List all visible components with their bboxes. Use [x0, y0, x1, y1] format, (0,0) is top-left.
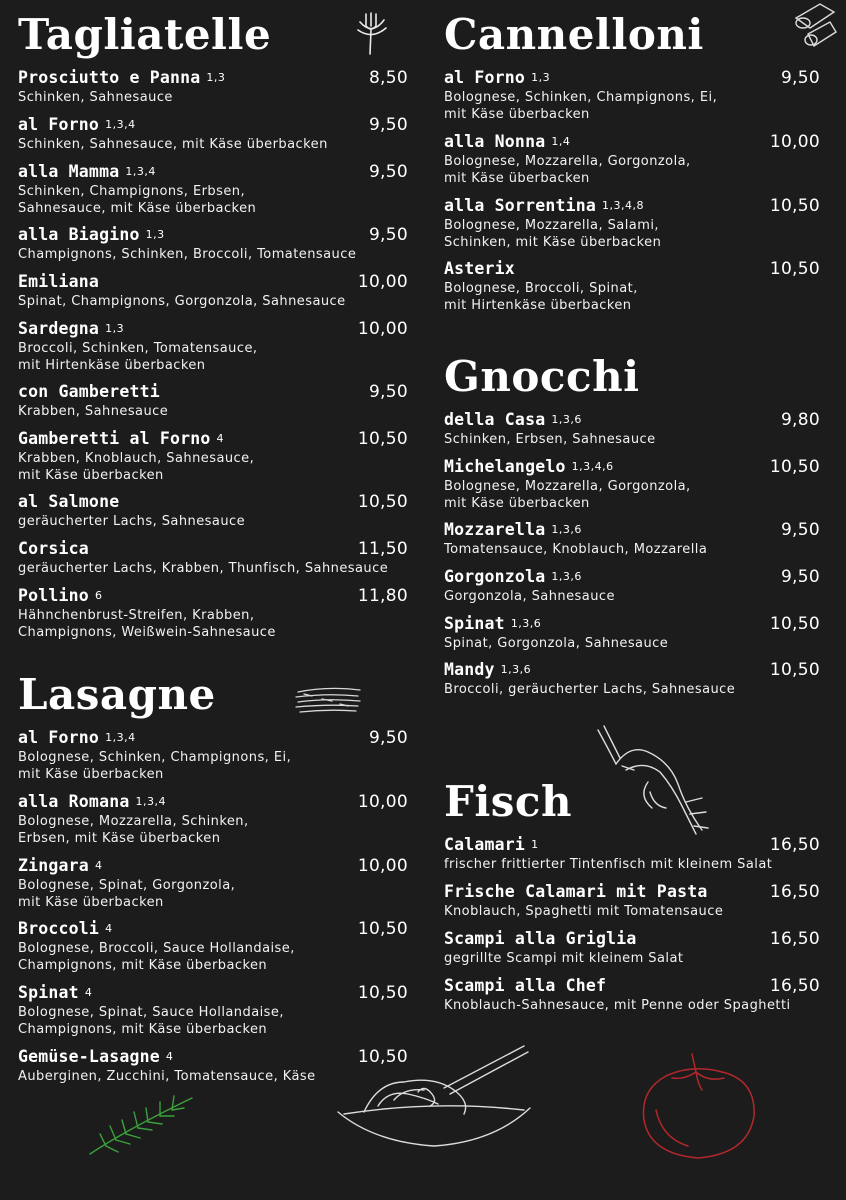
- menu-item-tagliatelle-pollino: [18, 585, 408, 641]
- allergen-codes: 1,3: [145, 228, 165, 241]
- dish-description: Bolognese, Mozzarella, Salami, Schinken, mit Käse überbacken: [444, 218, 662, 250]
- dish-name: Gamberetti al Forno: [18, 429, 211, 448]
- dish-name: Scampi alla Chef: [444, 976, 607, 995]
- menu-item-tagliatelle-prosciutto-e-panna: [18, 67, 408, 106]
- menu-item-header: [18, 491, 408, 513]
- dish-price: 9,50: [368, 115, 408, 135]
- dish-description: Auberginen, Zucchini, Tomatensauce, Käse: [18, 1069, 316, 1084]
- section-title-fisch: Fisch: [444, 777, 573, 826]
- dish-price: 10,50: [357, 983, 408, 1003]
- dish-name: al Salmone: [18, 492, 120, 511]
- menu-item-cannelloni-al-forno: [444, 67, 820, 123]
- dish-price: 11,50: [357, 539, 408, 559]
- dish-description: Bolognese, Schinken, Champignons, Ei, mit Käse überbacken: [444, 90, 718, 122]
- dish-description: Hähnchenbrust-Streifen, Krabben, Champignons, Weißwein-Sahnesauce: [18, 608, 276, 640]
- dish-price: 10,50: [769, 457, 820, 477]
- menu-item-lasagne-zingara: [18, 855, 408, 911]
- dish-name: Mandy: [444, 660, 495, 679]
- dish-description: Bolognese, Schinken, Champignons, Ei, mit Käse überbacken: [18, 750, 292, 782]
- dish-description: gegrillte Scampi mit kleinem Salat: [444, 951, 684, 966]
- dish-description: Tomatensauce, Knoblauch, Mozzarella: [444, 542, 708, 557]
- dish-price: 10,00: [357, 792, 408, 812]
- menu-item-gnocchi-mandy: [444, 659, 820, 698]
- menu-item-tagliatelle-alla-mamma: [18, 161, 408, 217]
- dish-price: 16,50: [769, 976, 820, 996]
- dish-description: Broccoli, geräucherter Lachs, Sahnesauce: [444, 682, 736, 697]
- dish-price: 9,50: [368, 225, 408, 245]
- menu-item-tagliatelle-emiliana: [18, 271, 408, 310]
- dish-description: Krabben, Knoblauch, Sahnesauce, mit Käse überbacken: [18, 451, 255, 483]
- dish-price: 9,50: [780, 567, 820, 587]
- menu-item-header: [444, 67, 820, 89]
- dish-name: al Forno: [18, 728, 100, 747]
- dish-price: 10,00: [357, 856, 408, 876]
- dish-description: Gorgonzola, Sahnesauce: [444, 589, 615, 604]
- allergen-codes: 4: [94, 859, 103, 872]
- dish-description: Spinat, Gorgonzola, Sahnesauce: [444, 636, 669, 651]
- dish-name: Frische Calamari mit Pasta: [444, 882, 708, 901]
- lasagne-drawing-icon: [292, 684, 364, 718]
- menu-item-header: [18, 67, 408, 89]
- menu-item-tagliatelle-corsica: [18, 538, 408, 577]
- dish-description: Bolognese, Spinat, Gorgonzola, mit Käse überbacken: [18, 878, 236, 910]
- allergen-codes: 1,3,4: [105, 731, 136, 744]
- dish-description: Spinat, Champignons, Gorgonzola, Sahnesauce: [18, 294, 346, 309]
- dish-price: 10,50: [357, 492, 408, 512]
- section-title-gnocchi: Gnocchi: [444, 352, 640, 401]
- allergen-codes: 1,3: [206, 71, 226, 84]
- dish-name: Zingara: [18, 856, 89, 875]
- menu-item-lasagne-spinat: [18, 982, 408, 1038]
- dish-name: alla Nonna: [444, 132, 546, 151]
- menu-item-header: [18, 791, 408, 813]
- menu-item-header: [18, 982, 408, 1004]
- allergen-codes: 6: [94, 589, 103, 602]
- dish-description: Schinken, Champignons, Erbsen, Sahnesauce, mit Käse überbacken: [18, 184, 257, 216]
- menu-item-header: [18, 114, 408, 136]
- menu-item-gnocchi-mozzarella: [444, 519, 820, 558]
- dish-name: Scampi alla Griglia: [444, 929, 637, 948]
- menu-item-gnocchi-gorgonzola: [444, 566, 820, 605]
- dish-description: Schinken, Sahnesauce, mit Käse überbacken: [18, 137, 328, 152]
- menu-item-tagliatelle-al-forno: [18, 114, 408, 153]
- dish-name: Calamari: [444, 835, 526, 854]
- dish-price: 10,50: [769, 614, 820, 634]
- dish-name: Gorgonzola: [444, 567, 546, 586]
- dish-price: 16,50: [769, 835, 820, 855]
- dish-price: 16,50: [769, 882, 820, 902]
- dish-description: Bolognese, Broccoli, Spinat, mit Hirtenkäse überbacken: [444, 281, 638, 313]
- cannelloni-drawing-icon: [790, 0, 840, 55]
- menu-item-header: [18, 318, 408, 340]
- dish-price: 10,50: [769, 660, 820, 680]
- menu-item-lasagne-al-forno: [18, 727, 408, 783]
- dish-price: 9,50: [780, 520, 820, 540]
- dish-price: 10,50: [357, 919, 408, 939]
- menu-item-header: [444, 566, 820, 588]
- dish-description: Bolognese, Mozzarella, Gorgonzola, mit Käse überbacken: [444, 154, 691, 186]
- menu-item-cannelloni-alla-sorrentina: [444, 195, 820, 251]
- menu-item-header: [444, 881, 820, 903]
- allergen-codes: 1,3,4: [135, 795, 166, 808]
- menu-item-header: [444, 195, 820, 217]
- menu-item-tagliatelle-gamberetti-al-forno: [18, 428, 408, 484]
- dish-name: Emiliana: [18, 272, 100, 291]
- dish-description: geräucherter Lachs, Sahnesauce: [18, 514, 246, 529]
- section-title-cannelloni: Cannelloni: [444, 10, 704, 59]
- menu-item-header: [444, 519, 820, 541]
- dish-description: Bolognese, Broccoli, Sauce Hollandaise, Champignons, mit Käse überbacken: [18, 941, 295, 973]
- menu-item-header: [18, 428, 408, 450]
- menu-item-header: [18, 727, 408, 749]
- dish-price: 10,50: [769, 196, 820, 216]
- dish-price: 10,50: [357, 429, 408, 449]
- allergen-codes: 4: [165, 1050, 174, 1063]
- dish-price: 9,50: [368, 728, 408, 748]
- menu-item-tagliatelle-sardegna: [18, 318, 408, 374]
- dish-name: Broccoli: [18, 919, 100, 938]
- menu-item-gnocchi-michelangelo: [444, 456, 820, 512]
- menu-item-fisch-frische-calamari-mit-pasta: [444, 881, 820, 920]
- allergen-codes: 4: [84, 986, 93, 999]
- dish-description: Bolognese, Mozzarella, Schinken, Erbsen, mit Käse überbacken: [18, 814, 249, 846]
- menu-item-header: [18, 271, 408, 293]
- dish-price: 10,00: [357, 319, 408, 339]
- dish-description: Knoblauch, Spaghetti mit Tomatensauce: [444, 904, 724, 919]
- menu-item-gnocchi-della-casa: [444, 409, 820, 448]
- dish-price: 9,50: [368, 382, 408, 402]
- tomato-drawing-icon: [636, 1050, 762, 1162]
- menu-item-tagliatelle-al-salmone: [18, 491, 408, 530]
- dish-price: 10,50: [769, 259, 820, 279]
- dish-description: frischer frittierter Tintenfisch mit kleinem Salat: [444, 857, 773, 872]
- dish-name: con Gamberetti: [18, 382, 160, 401]
- dish-price: 9,50: [368, 162, 408, 182]
- menu-item-header: [18, 855, 408, 877]
- dish-name: alla Mamma: [18, 162, 120, 181]
- dish-price: 9,50: [780, 68, 820, 88]
- section-title-tagliatelle: Tagliatelle: [18, 10, 272, 59]
- pasta-plate-drawing-icon: [334, 1042, 534, 1152]
- menu-item-header: [444, 131, 820, 153]
- menu-item-cannelloni-alla-nonna: [444, 131, 820, 187]
- dish-name: Pollino: [18, 586, 89, 605]
- dish-price: 10,50: [357, 1047, 408, 1067]
- allergen-codes: 1,3,6: [551, 523, 582, 536]
- menu-item-header: [444, 975, 820, 997]
- dish-name: alla Romana: [18, 792, 130, 811]
- dish-name: della Casa: [444, 410, 546, 429]
- menu-item-header: [18, 224, 408, 246]
- menu-item-tagliatelle-con-gamberetti: [18, 381, 408, 420]
- allergen-codes: 1,3: [105, 322, 125, 335]
- dish-description: Schinken, Erbsen, Sahnesauce: [444, 432, 656, 447]
- dish-description: Broccoli, Schinken, Tomatensauce, mit Hirtenkäse überbacken: [18, 341, 258, 373]
- dish-name: Mozzarella: [444, 520, 546, 539]
- allergen-codes: 1: [531, 838, 539, 851]
- dish-name: alla Biagino: [18, 225, 140, 244]
- menu-item-header: [18, 381, 408, 403]
- menu-item-header: [18, 538, 408, 560]
- menu-item-cannelloni-asterix: [444, 258, 820, 314]
- fork-pasta-icon: [352, 10, 392, 56]
- dish-description: Schinken, Sahnesauce: [18, 90, 173, 105]
- allergen-codes: 1,3,6: [551, 413, 582, 426]
- dish-description: Bolognese, Spinat, Sauce Hollandaise, Champignons, mit Käse überbacken: [18, 1005, 284, 1037]
- dish-name: Sardegna: [18, 319, 100, 338]
- allergen-codes: 1,3: [531, 71, 551, 84]
- section-title-lasagne: Lasagne: [18, 670, 216, 719]
- dish-description: Knoblauch-Sahnesauce, mit Penne oder Spaghetti: [444, 998, 791, 1013]
- menu-item-header: [18, 161, 408, 183]
- allergen-codes: 4: [216, 432, 225, 445]
- dish-name: al Forno: [18, 115, 100, 134]
- dish-price: 8,50: [368, 68, 408, 88]
- dish-price: 10,00: [769, 132, 820, 152]
- dish-price: 10,00: [357, 272, 408, 292]
- dish-name: Corsica: [18, 539, 89, 558]
- menu-item-lasagne-alla-romana: [18, 791, 408, 847]
- dish-description: Krabben, Sahnesauce: [18, 404, 169, 419]
- dish-description: Bolognese, Mozzarella, Gorgonzola, mit Käse überbacken: [444, 479, 691, 511]
- dish-name: Prosciutto e Panna: [18, 68, 201, 87]
- dish-name: Spinat: [18, 983, 79, 1002]
- allergen-codes: 1,3,4: [105, 118, 136, 131]
- menu-item-fisch-scampi-alla-chef: [444, 975, 820, 1014]
- dish-description: geräucherter Lachs, Krabben, Thunfisch, Sahnesauce: [18, 561, 389, 576]
- menu-item-header: [444, 659, 820, 681]
- menu-item-fisch-scampi-alla-griglia: [444, 928, 820, 967]
- allergen-codes: 1,3,6: [500, 663, 532, 676]
- dish-name: Asterix: [444, 259, 515, 278]
- dish-name: Michelangelo: [444, 457, 566, 476]
- menu-item-header: [444, 456, 820, 478]
- dish-price: 9,80: [780, 410, 820, 430]
- herb-drawing-icon: [86, 1090, 196, 1162]
- dish-name: Spinat: [444, 614, 505, 633]
- allergen-codes: 1,3,4: [125, 165, 156, 178]
- dish-price: 11,80: [357, 586, 408, 606]
- allergen-codes: 1,3,6: [551, 570, 582, 583]
- menu-item-header: [18, 918, 408, 940]
- dish-name: Gemüse-Lasagne: [18, 1047, 160, 1066]
- menu-item-header: [444, 928, 820, 950]
- allergen-codes: 1,3,4,8: [602, 199, 644, 212]
- menu-item-header: [444, 613, 820, 635]
- allergen-codes: 1,3,6: [510, 617, 542, 630]
- allergen-codes: 1,3,4,6: [571, 460, 614, 473]
- menu-item-header: [444, 409, 820, 431]
- dish-name: alla Sorrentina: [444, 196, 597, 215]
- menu-item-tagliatelle-alla-biagino: [18, 224, 408, 263]
- shrimp-drawing-icon: [590, 722, 720, 842]
- menu-item-gnocchi-spinat: [444, 613, 820, 652]
- menu-item-header: [444, 258, 820, 280]
- menu-item-lasagne-broccoli: [18, 918, 408, 974]
- dish-price: 16,50: [769, 929, 820, 949]
- allergen-codes: 1,4: [551, 135, 571, 148]
- allergen-codes: 4: [105, 922, 113, 935]
- dish-name: al Forno: [444, 68, 526, 87]
- dish-description: Champignons, Schinken, Broccoli, Tomatensauce: [18, 247, 357, 262]
- menu-item-header: [18, 585, 408, 607]
